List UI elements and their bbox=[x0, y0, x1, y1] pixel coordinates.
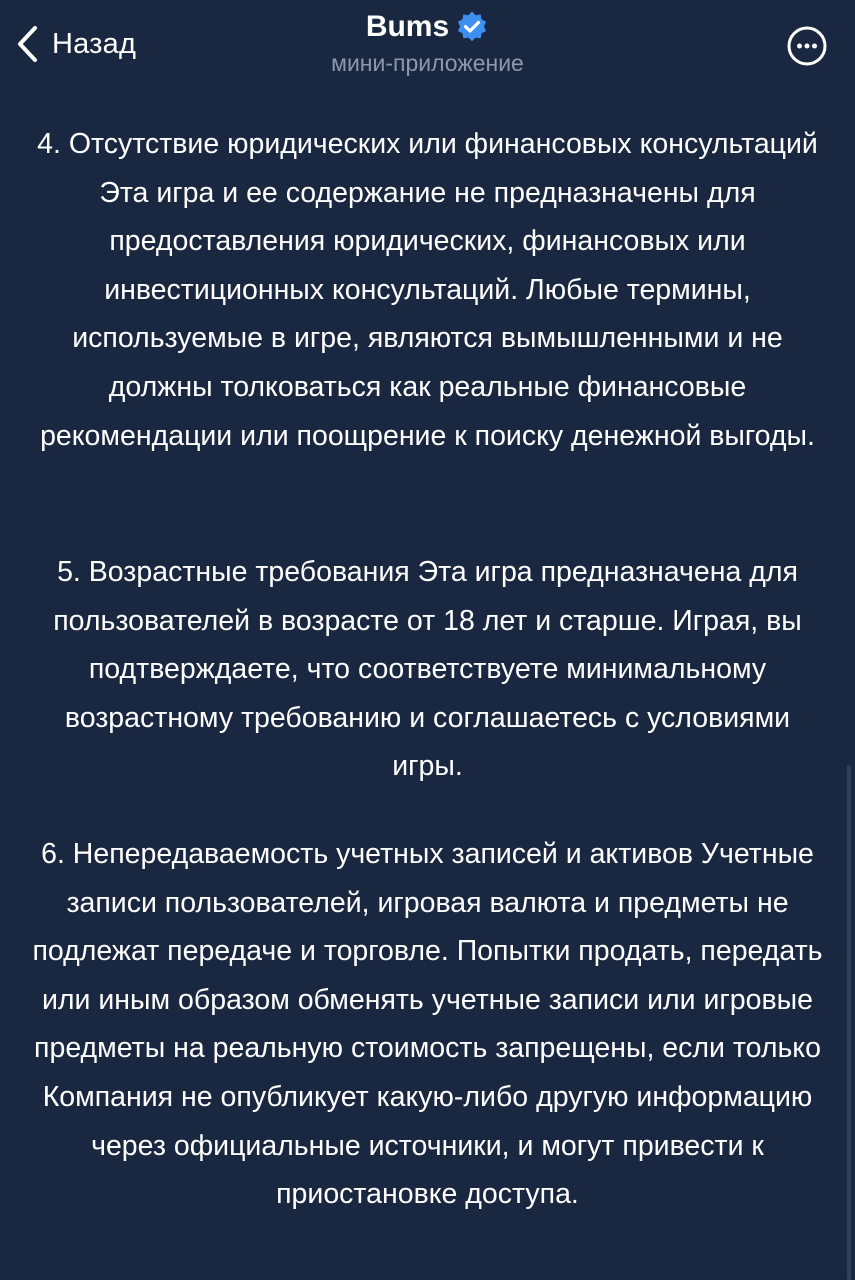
paragraph-age-requirements: 5. Возрастные требования Эта игра предназначена для пользователей в возрасте от 18 лет и старше. Играя, вы подтверждаете, что соответствуете минимальному возрастному требованию и соглашаетесь с условиями игры. bbox=[53, 556, 802, 783]
more-options-button[interactable] bbox=[787, 26, 827, 66]
more-options-icon bbox=[787, 26, 827, 66]
scrollbar[interactable] bbox=[847, 765, 851, 1280]
title-block bbox=[0, 10, 855, 77]
top-bar bbox=[0, 0, 855, 90]
terms-content[interactable] bbox=[0, 90, 855, 1280]
app-subtitle: мини-приложение bbox=[331, 50, 524, 76]
paragraph-non-transferability: 6. Непередаваемость учетных записей и активов Учетные записи пользователей, игровая валюта и предметы не подлежат передаче и торговле. Попытки продать, передать или иным образом обменять учетные записи или игровые предметы на реальную стоимость запрещены, если только Компания не опубликует какую-либо другую информацию через официальные источники, и могут привести к приостановке доступа. bbox=[32, 838, 823, 1211]
verified-badge-icon bbox=[455, 10, 489, 44]
paragraph-legal-advice: 4. Отсутствие юридических или финансовых консультаций Эта игра и ее содержание не предназначены для предоставления юридических, финансовых или инвестиционных консультаций. Любые термины, используемые в игре, являются вымышленными и не должны толковаться как реальные финансовые рекомендации или поощрение к поиску денежной выгоды. bbox=[37, 128, 818, 452]
back-button-label: Назад bbox=[52, 27, 137, 60]
app-title: Bums bbox=[365, 10, 450, 43]
